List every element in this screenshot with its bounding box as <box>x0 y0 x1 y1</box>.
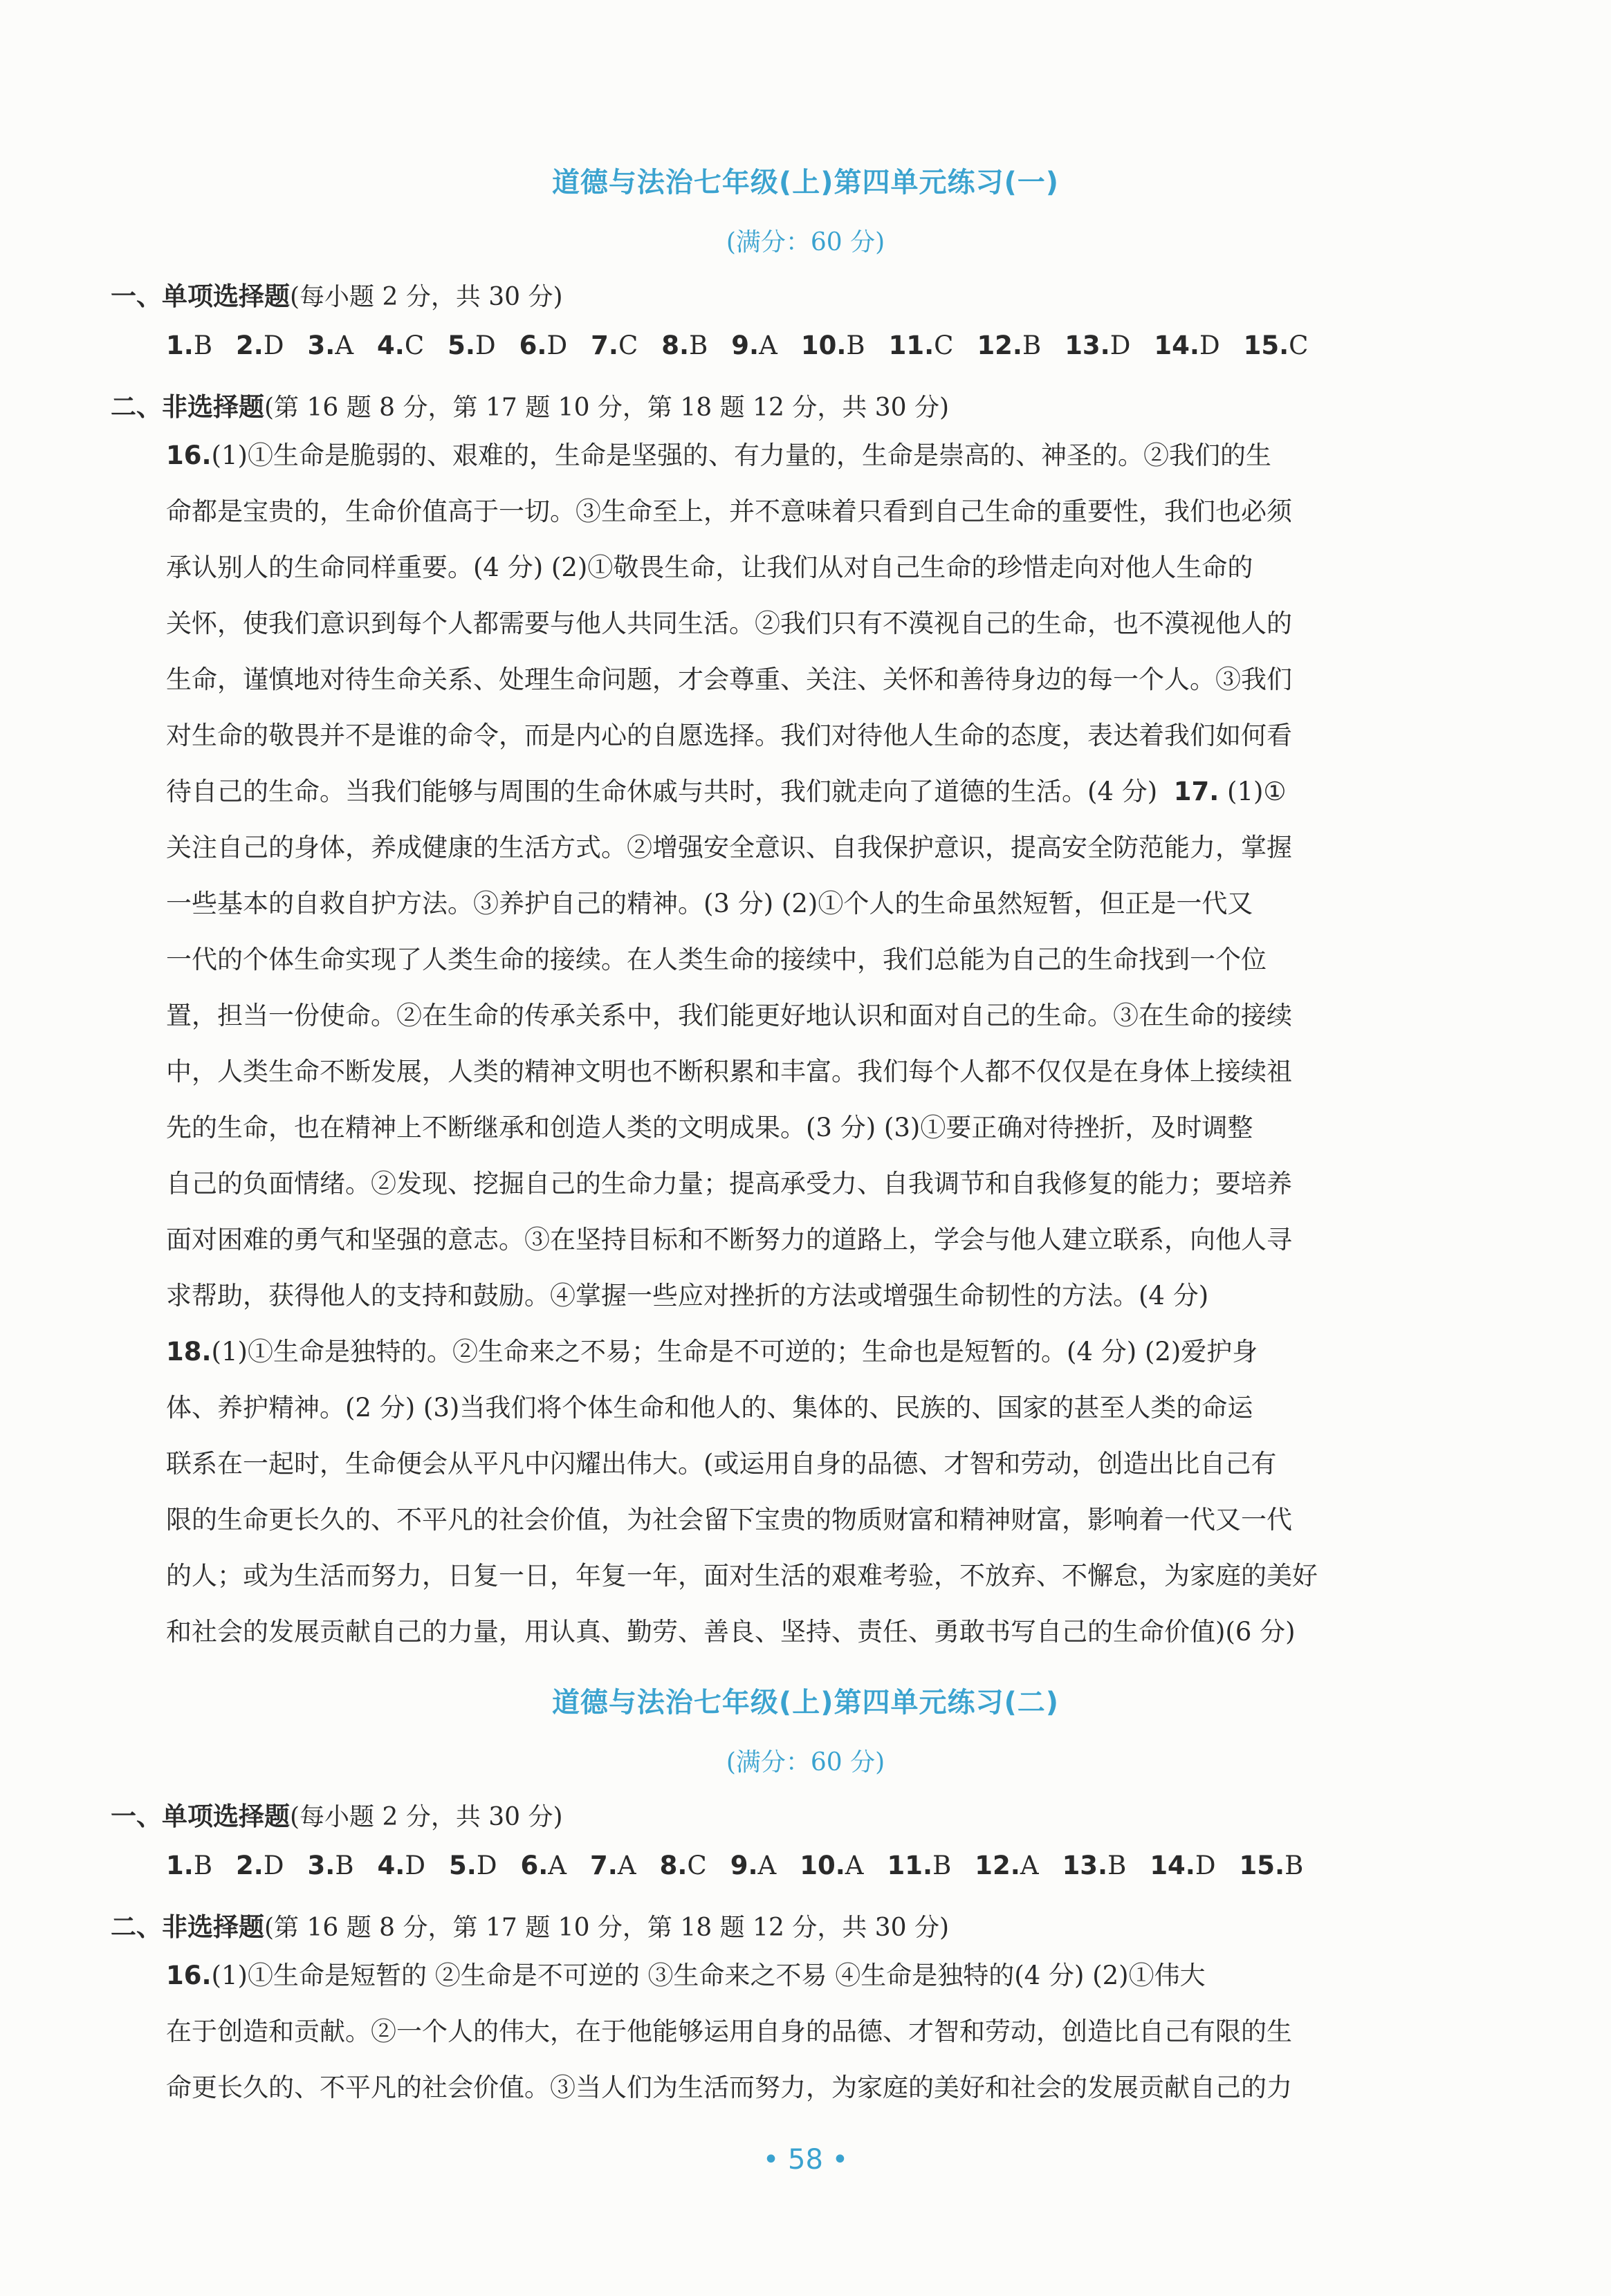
answer-letter: C <box>404 331 425 360</box>
q16-line-2: 命都是宝贵的，生命价值高于一切。③生命至上，并不意味着只看到自己生命的重要性，我们也必须 <box>166 497 1292 526</box>
unit2-q16-block <box>166 1947 1446 2116</box>
question-number: 15. <box>1239 1851 1285 1880</box>
q17-line-9: 求帮助，获得他人的支持和鼓励。④掌握一些应对挫折的方法或增强生命韧性的方法。(4 分) <box>166 1281 1209 1311</box>
question-number: 2. <box>236 331 264 360</box>
choice-answer <box>801 331 865 360</box>
unit1-subtitle: (满分：60 分) <box>726 228 885 257</box>
question-number: 12. <box>977 331 1022 360</box>
question-number: 5. <box>448 331 475 360</box>
choice-answer <box>977 331 1041 360</box>
choice-answer <box>448 331 495 360</box>
unit2-title: 道德与法治七年级(上)第四单元练习(二) <box>551 1687 1060 1719</box>
answer-letter: C <box>687 1851 707 1880</box>
answer-letter: D <box>1195 1851 1216 1880</box>
choice-answer <box>378 1851 425 1880</box>
q17-line-1: 关注自己的身体，养成健康的生活方式。②增强安全意识、自我保护意识，提高安全防范能力，掌握 <box>166 833 1292 862</box>
unit2-subtitle: (满分：60 分) <box>726 1748 885 1777</box>
unit1-section2-heading <box>111 386 949 423</box>
question-number: 6. <box>519 331 547 360</box>
answer-letter: C <box>1289 331 1309 360</box>
unit1-q16-to-q17-block <box>166 427 1446 1660</box>
choice-answer <box>731 331 777 360</box>
choice-answer <box>1065 331 1130 360</box>
question-number: 14. <box>1154 331 1199 360</box>
section-label: 一、单项选择题 <box>111 1802 290 1831</box>
question-number: 16. <box>166 441 212 470</box>
answer-letter: B <box>932 1851 952 1880</box>
q16-line-7: 待自己的生命。当我们能够与周围的生命休戚与共时，我们就走向了道德的生活。(4 分) 17. (1)① <box>166 777 1287 806</box>
question-number: 6. <box>520 1851 549 1880</box>
page-number: • 58 • <box>762 2144 849 2176</box>
answer-letter: B <box>1022 331 1042 360</box>
answer-letter: D <box>263 1851 284 1880</box>
choice-answer <box>519 331 567 360</box>
question-number: 18. <box>166 1337 212 1367</box>
q17-line-2: 一些基本的自救自护方法。③养护自己的精神。(3 分) (2)①个人的生命虽然短暂，但正是一代又 <box>166 889 1253 918</box>
section-note: (第 16 题 8 分，第 17 题 10 分，第 18 题 12 分，共 30 分) <box>264 1914 950 1942</box>
question-number: 7. <box>590 1851 618 1880</box>
question-number: 8. <box>661 331 690 360</box>
choice-answer <box>660 1851 707 1880</box>
choice-answer <box>308 1851 354 1880</box>
answer-letter: B <box>193 1851 213 1880</box>
unit1-title: 道德与法治七年级(上)第四单元练习(一) <box>551 167 1060 198</box>
choice-answer <box>449 1851 497 1880</box>
q16-line-1: 16.(1)①生命是脆弱的、艰难的，生命是坚强的、有力量的，生命是崇高的、神圣的。②我们的生 <box>166 441 1271 470</box>
answer-letter: D <box>405 1851 425 1880</box>
q16-line-1: 16.(1)①生命是短暂的 ②生命是不可逆的 ③生命来之不易 ④生命是独特的(4 分) (2)①伟大 <box>166 1961 1206 1990</box>
answer-letter: D <box>1110 331 1131 360</box>
q18-line-2: 体、养护精神。(2 分) (3)当我们将个体生命和他人的、集体的、民族的、国家的甚至人类的命运 <box>166 1393 1253 1423</box>
choice-answer <box>1240 1851 1304 1880</box>
answer-letter: B <box>1107 1851 1127 1880</box>
answer-letter: B <box>335 1851 354 1880</box>
choice-answer <box>520 1851 567 1880</box>
q18-line-5: 的人；或为生活而努力，日复一日，年复一年，面对生活的艰难考验，不放弃、不懈怠，为家庭的美好 <box>166 1561 1318 1591</box>
unit2-section1-heading <box>111 1795 563 1833</box>
choice-answer <box>1062 1851 1127 1880</box>
choice-answer <box>661 331 708 360</box>
q16-line-6: 对生命的敬畏并不是谁的命令，而是内心的自愿选择。我们对待他人生命的态度，表达着我们如何看 <box>166 721 1292 750</box>
choice-answer <box>1150 1851 1215 1880</box>
q18-line-4: 限的生命更长久的、不平凡的社会价值，为社会留下宝贵的物质财富和精神财富，影响着一代又一代 <box>166 1505 1292 1535</box>
question-number: 9. <box>730 1851 758 1880</box>
choice-answer <box>236 331 284 360</box>
choice-answer <box>730 1851 777 1880</box>
q17-line-7: 自己的负面情绪。②发现、挖掘自己的生命力量；提高承受力、自我调节和自我修复的能力；要培养 <box>166 1169 1292 1198</box>
question-number: 2. <box>236 1851 264 1880</box>
answer-letter: D <box>475 331 496 360</box>
q16-line-3: 承认别人的生命同样重要。(4 分) (2)①敬畏生命，让我们从对自己生命的珍惜走向对他人生命的 <box>166 553 1253 582</box>
question-number: 1. <box>166 1851 194 1880</box>
q17-line-8: 面对困难的勇气和坚强的意志。③在坚持目标和不断努力的道路上，学会与他人建立联系，向他人寻 <box>166 1225 1292 1255</box>
question-number: 3. <box>307 1851 335 1880</box>
question-number: 10. <box>800 1851 845 1880</box>
q18-line-3: 联系在一起时，生命便会从平凡中闪耀出伟大。(或运用自身的品德、才智和劳动，创造出比自己有 <box>166 1449 1277 1479</box>
question-number: 13. <box>1065 331 1110 360</box>
q17-line-6: 先的生命，也在精神上不断继承和创造人类的文明成果。(3 分) (3)①要正确对待挫折，及时调整 <box>166 1113 1253 1142</box>
answer-letter: A <box>617 1851 636 1880</box>
answer-letter: D <box>476 1851 497 1880</box>
section-label: 一、单项选择题 <box>111 281 290 311</box>
choice-answer <box>166 1851 212 1880</box>
answer-letter: B <box>689 331 708 360</box>
question-number: 11. <box>888 331 935 360</box>
q18-line-1: 18.(1)①生命是独特的。②生命来之不易；生命是不可逆的；生命也是短暂的。(4 分) (2)爱护身 <box>166 1337 1258 1367</box>
choice-answer <box>166 331 212 360</box>
question-number: 16. <box>166 1961 212 1990</box>
section-label: 二、非选择题 <box>111 1912 264 1942</box>
choice-answer <box>887 1851 952 1880</box>
question-number: 15. <box>1243 331 1289 360</box>
q16-line-2: 在于创造和贡献。②一个人的伟大，在于他能够运用自身的品德、才智和劳动，创造比自己有限的生 <box>166 2017 1292 2046</box>
q17-line-5: 中，人类生命不断发展，人类的精神文明也不断积累和丰富。我们每个人都不仅仅是在身体上接续祖 <box>166 1057 1292 1086</box>
answer-letter: A <box>1020 1851 1039 1880</box>
answer-letter: C <box>618 331 638 360</box>
answer-letter: B <box>1285 1851 1304 1880</box>
answer-letter: A <box>757 1851 777 1880</box>
q17-line-4: 置，担当一份使命。②在生命的传承关系中，我们能更好地认识和面对自己的生命。③在生命的接续 <box>166 1001 1292 1030</box>
answer-letter: D <box>1199 331 1220 360</box>
q18-line-6: 和社会的发展贡献自己的力量，用认真、勤劳、善良、坚持、责任、勇敢书写自己的生命价值)(6 分) <box>166 1617 1296 1647</box>
unit1-section1-heading <box>111 275 563 313</box>
question-number: 14. <box>1150 1851 1195 1880</box>
question-number: 5. <box>449 1851 477 1880</box>
question-number: 13. <box>1062 1851 1108 1880</box>
choice-answer <box>590 1851 636 1880</box>
question-number: 4. <box>377 331 405 360</box>
question-number: 7. <box>591 331 618 360</box>
choice-answer <box>889 331 954 360</box>
question-number: 1. <box>166 331 194 360</box>
choice-answer <box>308 331 354 360</box>
choice-answer <box>236 1851 284 1880</box>
choice-answer <box>591 331 638 360</box>
question-number: 4. <box>377 1851 405 1880</box>
question-number: 11. <box>887 1851 933 1880</box>
choice-answer <box>1154 331 1219 360</box>
answer-letter: C <box>934 331 954 360</box>
choice-answer <box>1244 331 1309 360</box>
q16-line-3: 命更长久的、不平凡的社会价值。③当人们为生活而努力，为家庭的美好和社会的发展贡献自己的力 <box>166 2073 1292 2102</box>
answer-letter: D <box>546 331 568 360</box>
q16-line-4: 关怀，使我们意识到每个人都需要与他人共同生活。②我们只有不漠视自己的生命，也不漠视他人的 <box>166 609 1292 638</box>
answer-letter: B <box>193 331 213 360</box>
answer-letter: B <box>846 331 865 360</box>
answer-letter: D <box>263 331 284 360</box>
question-number: 3. <box>307 331 335 360</box>
choice-answer <box>975 1851 1038 1880</box>
question-number: 8. <box>659 1851 688 1880</box>
question-number: 10. <box>800 331 847 360</box>
answer-letter: A <box>845 1851 864 1880</box>
section-note: (每小题 2 分，共 30 分) <box>290 1803 563 1831</box>
answer-letter: A <box>759 331 777 360</box>
choice-answer <box>377 331 424 360</box>
q17-line-3: 一代的个体生命实现了人类生命的接续。在人类生命的接续中，我们总能为自己的生命找到一个位 <box>166 945 1267 974</box>
question-number: 17. <box>1173 777 1219 806</box>
question-number: 12. <box>975 1851 1020 1880</box>
q16-line-5: 生命，谨慎地对待生命关系、处理生命问题，才会尊重、关注、关怀和善待身边的每一个人。③我们 <box>166 665 1292 694</box>
section-note: (第 16 题 8 分，第 17 题 10 分，第 18 题 12 分，共 30 分) <box>264 394 950 422</box>
answer-letter: A <box>335 331 354 360</box>
question-number: 9. <box>731 331 760 360</box>
section-label: 二、非选择题 <box>111 392 264 422</box>
choice-answer <box>800 1851 863 1880</box>
answer-letter: A <box>548 1851 567 1880</box>
unit2-section2-heading <box>111 1906 949 1943</box>
section-note: (每小题 2 分，共 30 分) <box>290 283 563 311</box>
